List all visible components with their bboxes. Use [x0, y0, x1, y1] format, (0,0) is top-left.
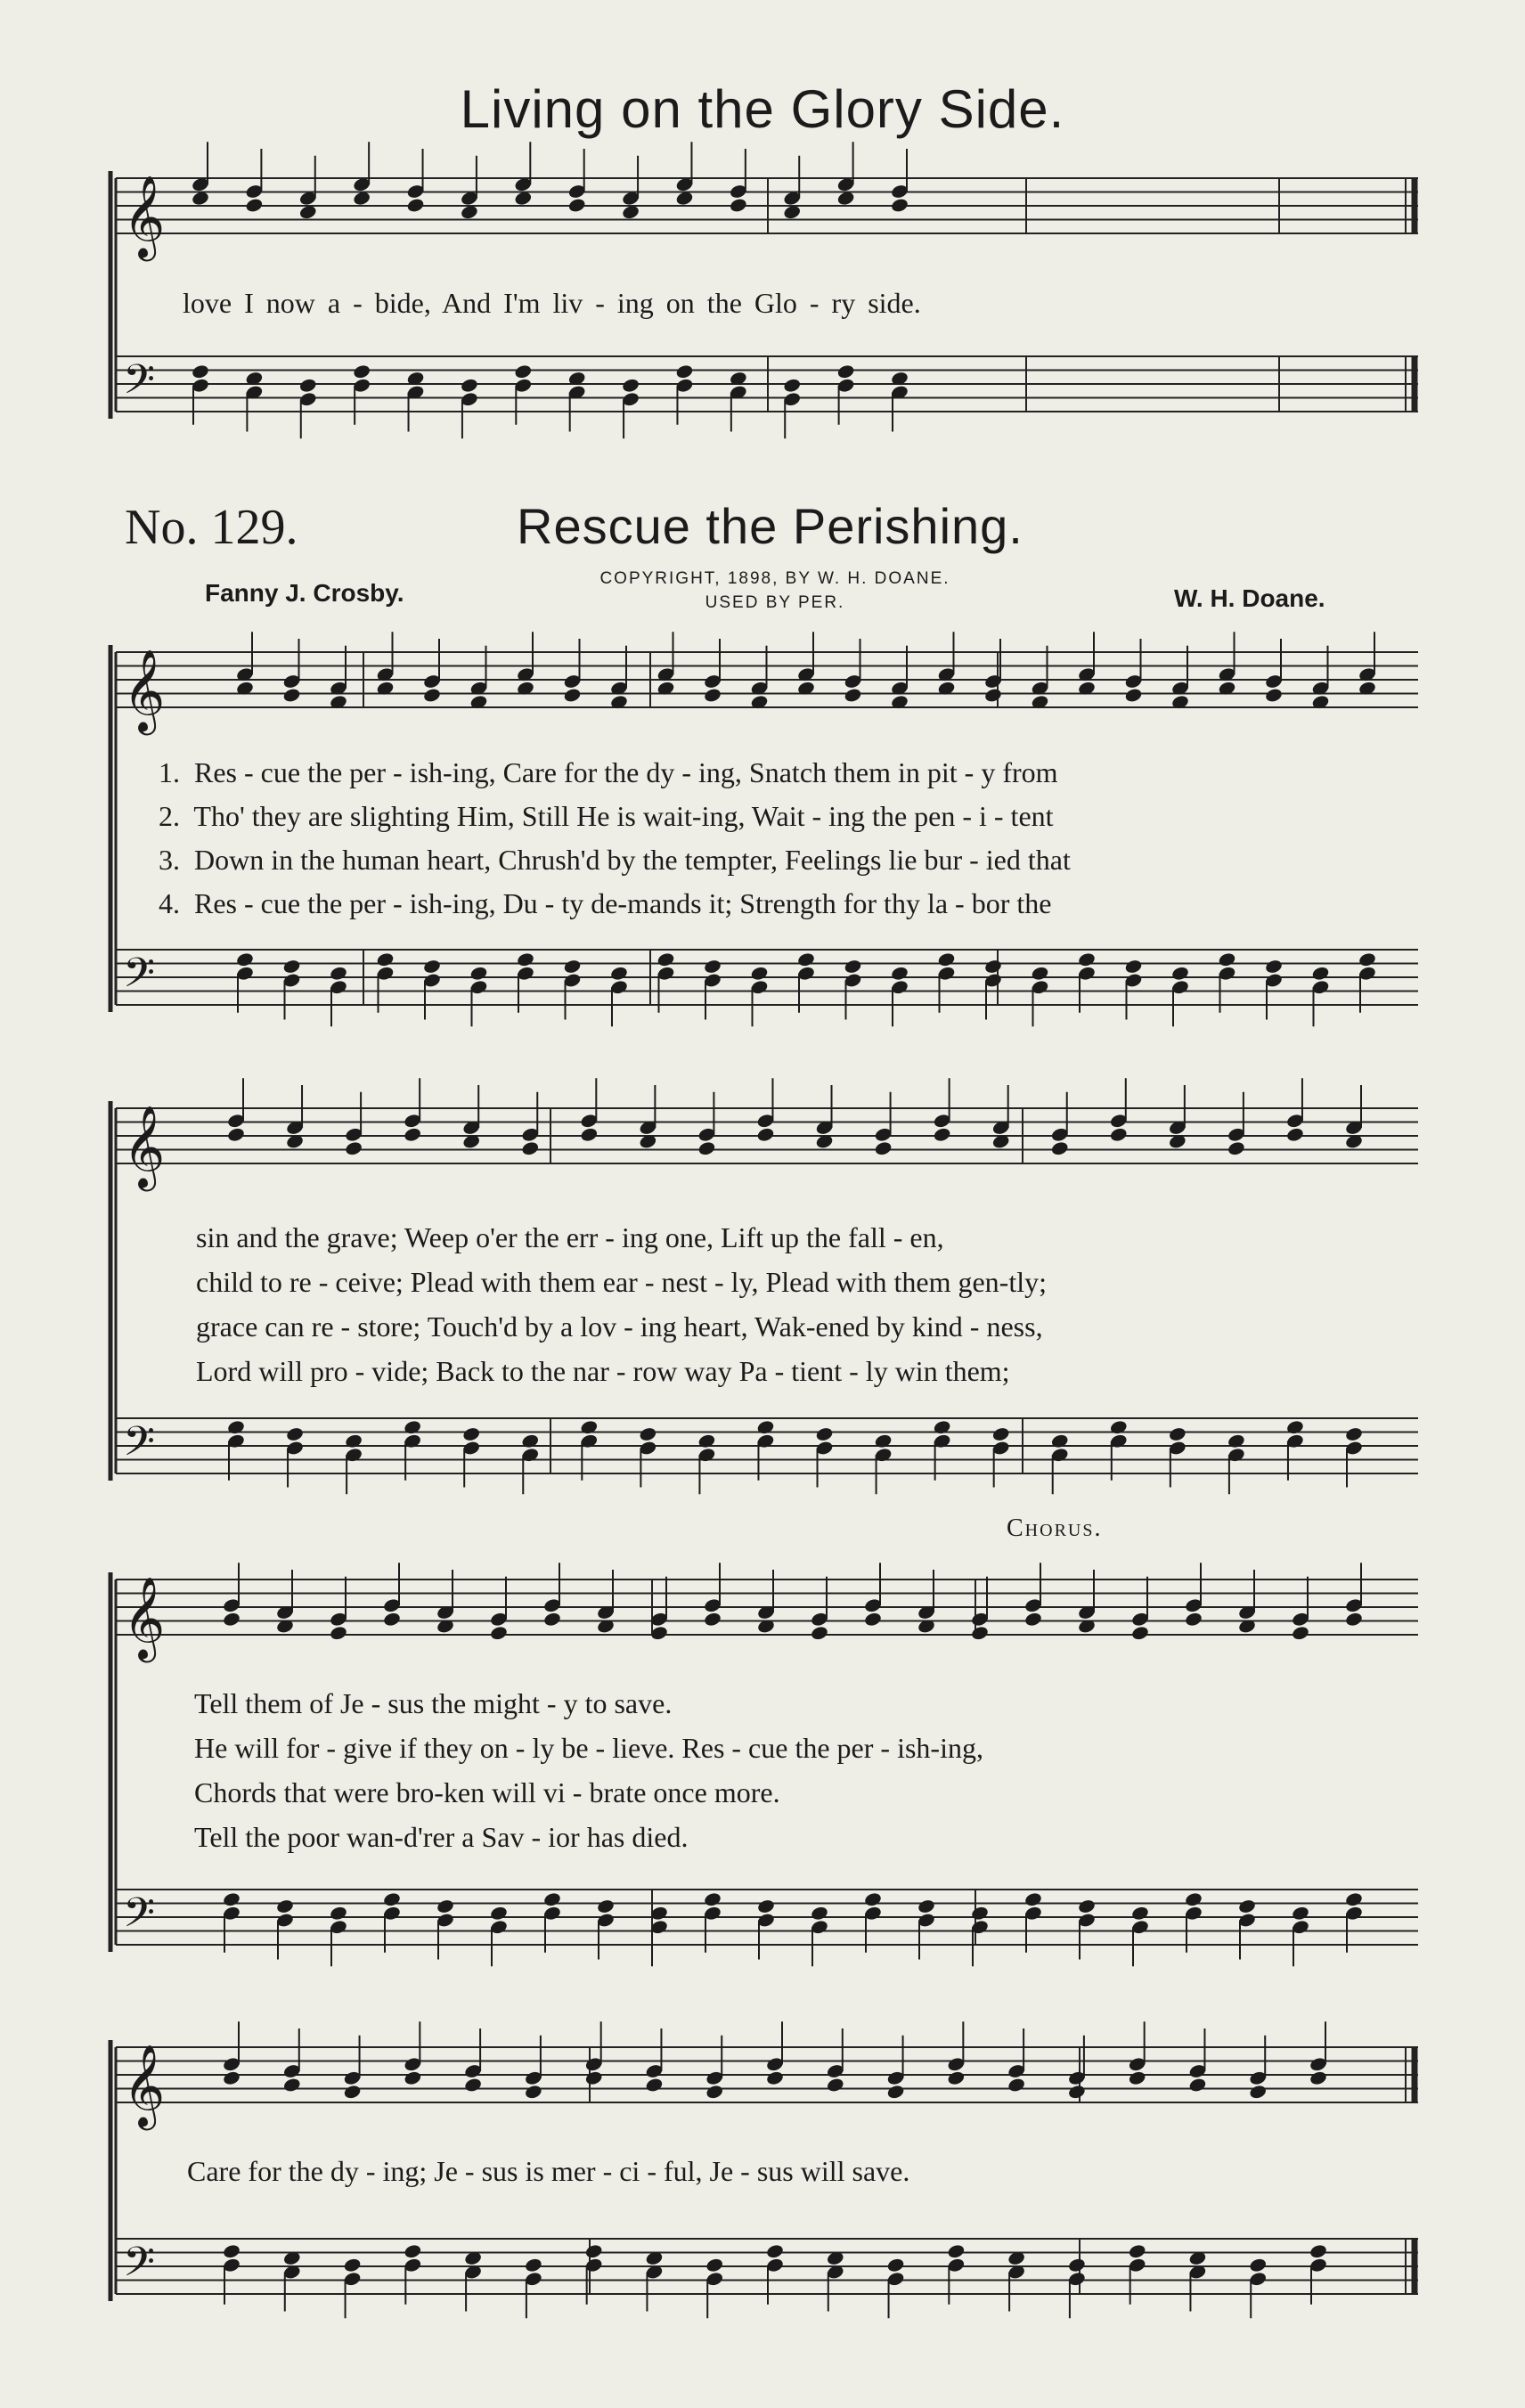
bass-clef: 𝄢 [123, 1417, 156, 1476]
note-head [542, 1612, 561, 1628]
permission-line: USED BY PER. [705, 593, 845, 612]
verse-line: child to re - ceive; Plead with them ear - nest - ly, Plead with them gen-tly; [196, 1266, 1047, 1298]
note-head [329, 1906, 347, 1922]
note-head [524, 2257, 542, 2273]
note-head [886, 2084, 905, 2100]
note-head [567, 197, 586, 213]
verse-line: He will for - give if they on - ly be - lieve. Res - cue the per - ish-ing, [194, 1732, 983, 1764]
note-head [1249, 2257, 1268, 2273]
note-head [697, 1433, 716, 1449]
note-head [1124, 687, 1143, 703]
treble-clef: 𝄞 [123, 1576, 166, 1659]
treble-clef: 𝄞 [123, 2044, 166, 2126]
note-head [1358, 951, 1376, 967]
note-head [810, 1625, 828, 1641]
note-head [1249, 2084, 1268, 2100]
note-head [521, 1140, 540, 1156]
verse-line: Care for the dy - ing; Je - sus is mer - ci - ful, Je - sus will save. [187, 2155, 910, 2187]
note-head [1237, 1898, 1256, 1914]
note-head [282, 2077, 301, 2093]
note-head [621, 378, 640, 394]
note-head [756, 1898, 775, 1914]
note-head [514, 363, 533, 380]
note-head [469, 966, 488, 982]
note-head [836, 363, 855, 380]
note-head [1184, 1612, 1203, 1628]
note-head [947, 2243, 966, 2259]
note-head [462, 1426, 481, 1442]
note-head [890, 966, 909, 982]
verse-line: Tell them of Je - sus the might - y to save. [194, 1687, 673, 1719]
note-head [1067, 2257, 1086, 2273]
verse-block-1 [159, 751, 1071, 926]
note-head [406, 197, 425, 213]
note-head [874, 1433, 893, 1449]
note-head [1077, 1898, 1096, 1914]
note-head [705, 2084, 724, 2100]
note-head [844, 687, 862, 703]
note-head [983, 959, 1002, 975]
note-head [933, 1419, 951, 1435]
note-head [1311, 966, 1330, 982]
note-head [991, 1426, 1010, 1442]
note-head [886, 2257, 905, 2273]
note-head [1168, 1426, 1187, 1442]
note-head [1007, 2077, 1025, 2093]
note-head [1188, 2077, 1207, 2093]
note-head [275, 1898, 294, 1914]
note-head [863, 1891, 882, 1907]
note-head [705, 2257, 724, 2273]
note-head [1227, 1433, 1245, 1449]
note-head [222, 2070, 241, 2086]
note-head [1218, 951, 1236, 967]
verse-block-3 [194, 1681, 983, 1859]
note-head [191, 363, 209, 380]
note-head [810, 1906, 828, 1922]
note-head [645, 2077, 664, 2093]
note-head [298, 378, 317, 394]
note-head [226, 1419, 245, 1435]
note-head [542, 1891, 561, 1907]
verse-line: grace can re - store; Touch'd by a lov - ing heart, Wak-ened by kind - ness, [196, 1310, 1043, 1343]
note-head [815, 1426, 834, 1442]
note-head [282, 959, 301, 975]
copyright-notice [570, 567, 980, 615]
treble-clef: 𝄞 [123, 649, 166, 731]
note-head [352, 363, 371, 380]
note-head [1344, 1426, 1363, 1442]
note-head [436, 1898, 454, 1914]
note-head [580, 1127, 599, 1143]
bass-clef: 𝄢 [123, 2238, 156, 2297]
note-head [890, 197, 909, 213]
note-head [1128, 2070, 1146, 2086]
note-head [703, 1891, 722, 1907]
note-head [422, 959, 441, 975]
note-head [403, 1419, 421, 1435]
note-head [1023, 1612, 1042, 1628]
note-head [1291, 1906, 1309, 1922]
note-head [596, 1898, 615, 1914]
note-head [376, 951, 395, 967]
note-head [226, 1127, 245, 1143]
chorus-label: Chorus. [1007, 1514, 1103, 1542]
note-head [937, 951, 956, 967]
note-head [983, 687, 1002, 703]
note-head [1109, 1419, 1128, 1435]
note-head [1130, 1625, 1149, 1641]
note-head [463, 2077, 482, 2093]
note-head [783, 378, 802, 394]
bass-clef: 𝄢 [123, 949, 156, 1008]
note-head [1227, 1140, 1245, 1156]
note-head [947, 2070, 966, 2086]
note-head [344, 1433, 363, 1449]
verse-line: Chords that were bro-ken will vi - brate once more. [194, 1776, 780, 1808]
note-head [675, 363, 694, 380]
note-head [584, 2243, 603, 2259]
note-head [235, 951, 254, 967]
verse-line: 2. Tho' they are slighting Him, Still He is wait-ing, Wait - ing the pen - i - tent [159, 800, 1054, 832]
note-head [933, 1127, 951, 1143]
note-head [329, 966, 347, 982]
note-head [1050, 1433, 1069, 1449]
note-head [521, 1433, 540, 1449]
treble-clef: 𝄞 [123, 175, 166, 257]
note-head [1170, 966, 1189, 982]
treble-clef: 𝄞 [123, 1105, 166, 1188]
note-head [656, 951, 675, 967]
note-head [1067, 2084, 1086, 2100]
note-head [563, 959, 582, 975]
note-head [460, 378, 478, 394]
note-head [404, 2243, 422, 2259]
note-head [970, 1625, 989, 1641]
note-head [917, 1898, 935, 1914]
verse-line: 4. Res - cue the per - ish-ing, Du - ty de-mands it; Strength for thy la - bor the [159, 887, 1052, 919]
note-head [1344, 1891, 1363, 1907]
verse-line: Lord will pro - vide; Back to the nar - row way Pa - tient - ly win them; [196, 1355, 1010, 1387]
note-head [1128, 2243, 1146, 2259]
note-head [703, 687, 722, 703]
note-head [844, 959, 862, 975]
note-head [1130, 1906, 1149, 1922]
note-head [1309, 2070, 1327, 2086]
note-head [1109, 1127, 1128, 1143]
note-head [863, 1612, 882, 1628]
note-head [639, 1426, 657, 1442]
note-head [489, 1625, 508, 1641]
note-head [329, 1625, 347, 1641]
note-head [826, 2077, 844, 2093]
note-head [524, 2084, 542, 2100]
previous-hymn-title: Living on the Glory Side. [460, 79, 1065, 139]
verse-block-2 [196, 1215, 1047, 1393]
note-head [970, 1906, 989, 1922]
note-head [796, 951, 815, 967]
note-head [343, 2257, 362, 2273]
hymn-number: No. 129. [125, 500, 298, 555]
note-head [765, 2070, 784, 2086]
note-head [516, 951, 534, 967]
note-head [222, 1612, 241, 1628]
note-head [489, 1906, 508, 1922]
hymn-title: Rescue the Perishing. [517, 498, 1023, 554]
note-head [697, 1140, 716, 1156]
note-head [1309, 2243, 1327, 2259]
note-head [1291, 1625, 1309, 1641]
note-head [222, 2243, 241, 2259]
note-head [1050, 1140, 1069, 1156]
note-head [563, 687, 582, 703]
copyright-line: COPYRIGHT, 1898, BY W. H. DOANE. [599, 569, 950, 588]
verse-line: 1. Res - cue the per - ish-ing, Care for the dy - ing, Snatch them in pit - y from [159, 756, 1058, 788]
note-head [382, 1612, 401, 1628]
note-head [1023, 1891, 1042, 1907]
note-head [285, 1426, 304, 1442]
note-head [282, 687, 301, 703]
note-head [403, 1127, 421, 1143]
verse-block-4 [187, 2149, 909, 2193]
note-head [609, 966, 628, 982]
note-head [580, 1419, 599, 1435]
note-head [344, 1140, 363, 1156]
note-head [756, 1127, 775, 1143]
note-head [729, 197, 747, 213]
note-head [222, 1891, 241, 1907]
note-head [750, 966, 769, 982]
verse-line: sin and the grave; Weep o'er the err - ing one, Lift up the fall - en, [196, 1221, 944, 1253]
previous-hymn-lyric: love I now a - bide, And I'm liv - ing on the Glo - ry side. [183, 287, 921, 319]
note-head [1285, 1419, 1304, 1435]
note-head [765, 2243, 784, 2259]
verse-line: Tell the poor wan-d'rer a Sav - ior has died. [194, 1821, 689, 1853]
author: Fanny J. Crosby. [205, 579, 404, 607]
composer: W. H. Doane. [1174, 584, 1325, 612]
note-head [1184, 1891, 1203, 1907]
note-head [1285, 1127, 1304, 1143]
note-head [703, 959, 722, 975]
note-head [756, 1419, 775, 1435]
note-head [1264, 959, 1283, 975]
verse-line: 3. Down in the human heart, Chrush'd by the tempter, Feelings lie bur - ied that [159, 844, 1071, 876]
note-head [245, 197, 264, 213]
note-head [1077, 951, 1096, 967]
note-head [1031, 966, 1049, 982]
note-head [874, 1140, 893, 1156]
note-head [404, 2070, 422, 2086]
note-head [1264, 687, 1283, 703]
note-head [703, 1612, 722, 1628]
note-head [584, 2070, 603, 2086]
note-head [343, 2084, 362, 2100]
note-head [1344, 1612, 1363, 1628]
bass-clef: 𝄢 [123, 355, 156, 414]
bass-clef: 𝄢 [123, 1889, 156, 1947]
note-head [382, 1891, 401, 1907]
note-head [422, 687, 441, 703]
note-head [1124, 959, 1143, 975]
